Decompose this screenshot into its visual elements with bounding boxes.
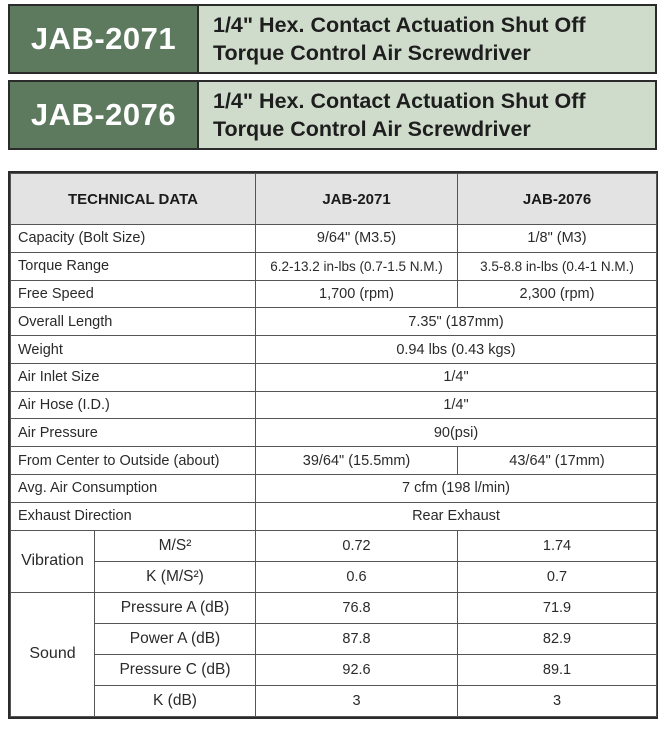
model-description-line: 1/4" Hex. Contact Actuation Shut Off bbox=[213, 13, 586, 37]
model-description-line: Torque Control Air Screwdriver bbox=[213, 117, 531, 141]
value-shared: 0.94 lbs (0.43 kgs) bbox=[256, 336, 657, 364]
model-description-line: 1/4" Hex. Contact Actuation Shut Off bbox=[213, 89, 586, 113]
table-row bbox=[11, 363, 657, 391]
row-label: Avg. Air Consumption bbox=[11, 475, 256, 503]
sub-label: Power A (dB) bbox=[95, 623, 256, 654]
row-label: Air Hose (I.D.) bbox=[11, 391, 256, 419]
row-label: Air Inlet Size bbox=[11, 363, 256, 391]
table-row bbox=[11, 623, 657, 654]
table-row bbox=[11, 502, 657, 530]
sub-label: Pressure C (dB) bbox=[95, 654, 256, 685]
value-shared: 1/4" bbox=[256, 391, 657, 419]
table-row bbox=[11, 530, 657, 561]
group-label-sound: Sound bbox=[11, 592, 95, 716]
table-row bbox=[11, 475, 657, 503]
row-label: Air Pressure bbox=[11, 419, 256, 447]
value-model-b: 82.9 bbox=[458, 623, 657, 654]
model-description bbox=[199, 6, 655, 72]
value-shared: 7 cfm (198 l/min) bbox=[256, 475, 657, 503]
table-row bbox=[11, 561, 657, 592]
value-model-a: 92.6 bbox=[256, 654, 458, 685]
sub-label: K (M/S²) bbox=[95, 561, 256, 592]
table-row bbox=[11, 252, 657, 280]
sub-label: M/S² bbox=[95, 530, 256, 561]
table-row bbox=[11, 336, 657, 364]
table-row bbox=[11, 447, 657, 475]
value-model-a: 0.6 bbox=[256, 561, 458, 592]
value-shared: 90(psi) bbox=[256, 419, 657, 447]
value-model-b: 3.5-8.8 in-lbs (0.4-1 N.M.) bbox=[458, 252, 657, 280]
value-model-b: 1.74 bbox=[458, 530, 657, 561]
model-description-line: Torque Control Air Screwdriver bbox=[213, 41, 531, 65]
value-model-b: 89.1 bbox=[458, 654, 657, 685]
row-label: Overall Length bbox=[11, 308, 256, 336]
table-header-row bbox=[11, 174, 657, 225]
value-shared: 7.35" (187mm) bbox=[256, 308, 657, 336]
value-model-a: 9/64" (M3.5) bbox=[256, 225, 458, 253]
value-model-b: 1/8" (M3) bbox=[458, 225, 657, 253]
value-model-b: 2,300 (rpm) bbox=[458, 280, 657, 308]
model-description bbox=[199, 82, 655, 148]
row-label: Torque Range bbox=[11, 252, 256, 280]
header-model-b: JAB-2076 bbox=[458, 174, 657, 225]
group-label-vibration: Vibration bbox=[11, 530, 95, 592]
table-row bbox=[11, 592, 657, 623]
table-row bbox=[11, 280, 657, 308]
value-shared: 1/4" bbox=[256, 363, 657, 391]
row-label: Capacity (Bolt Size) bbox=[11, 225, 256, 253]
model-code: JAB-2071 bbox=[10, 6, 199, 72]
value-model-a: 0.72 bbox=[256, 530, 458, 561]
value-model-b: 43/64" (17mm) bbox=[458, 447, 657, 475]
sub-label: Pressure A (dB) bbox=[95, 592, 256, 623]
row-label: From Center to Outside (about) bbox=[11, 447, 256, 475]
value-model-a: 87.8 bbox=[256, 623, 458, 654]
value-model-b: 71.9 bbox=[458, 592, 657, 623]
value-model-a: 3 bbox=[256, 685, 458, 716]
header-model-a: JAB-2071 bbox=[256, 174, 458, 225]
value-model-a: 39/64" (15.5mm) bbox=[256, 447, 458, 475]
model-code: JAB-2076 bbox=[10, 82, 199, 148]
table-row bbox=[11, 654, 657, 685]
row-label: Exhaust Direction bbox=[11, 502, 256, 530]
value-shared: Rear Exhaust bbox=[256, 502, 657, 530]
sub-label: K (dB) bbox=[95, 685, 256, 716]
value-model-b: 3 bbox=[458, 685, 657, 716]
table-row bbox=[11, 685, 657, 716]
header-technical-data: TECHNICAL DATA bbox=[11, 174, 256, 225]
value-model-a: 6.2-13.2 in-lbs (0.7-1.5 N.M.) bbox=[256, 252, 458, 280]
table-row bbox=[11, 419, 657, 447]
row-label: Free Speed bbox=[11, 280, 256, 308]
technical-data-table bbox=[8, 171, 658, 719]
table-row bbox=[11, 225, 657, 253]
model-banner-2 bbox=[8, 80, 657, 150]
table-row bbox=[11, 308, 657, 336]
row-label: Weight bbox=[11, 336, 256, 364]
value-model-b: 0.7 bbox=[458, 561, 657, 592]
table-row bbox=[11, 391, 657, 419]
model-banner-1 bbox=[8, 4, 657, 74]
value-model-a: 76.8 bbox=[256, 592, 458, 623]
value-model-a: 1,700 (rpm) bbox=[256, 280, 458, 308]
